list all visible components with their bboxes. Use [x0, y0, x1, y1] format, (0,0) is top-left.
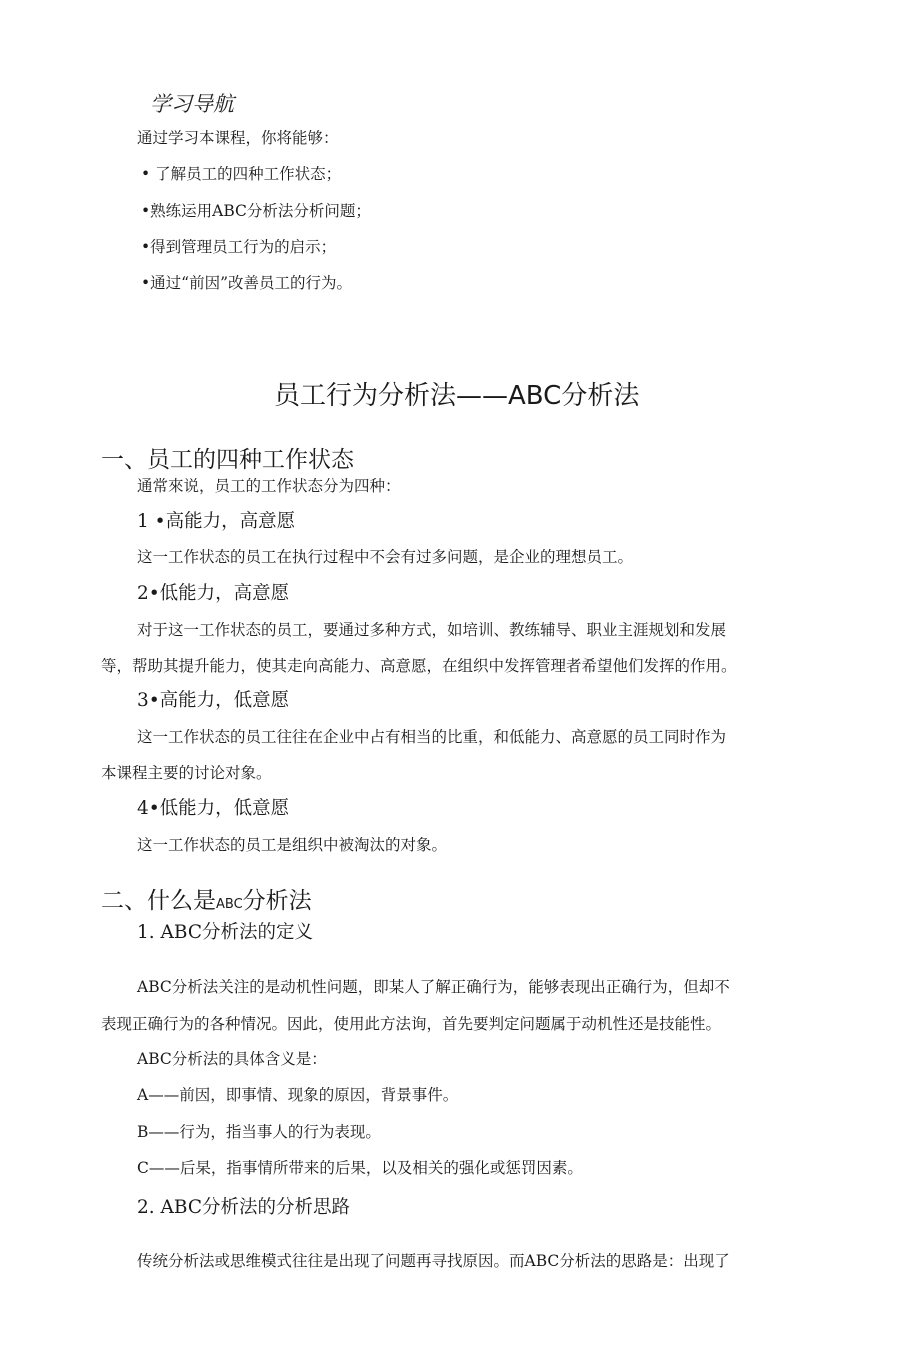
- state4-text: 这一工作状态的员工是组织中被淘汰的对象。: [137, 836, 448, 854]
- state2-text-line: 等，帮助其提升能力，使其走向高能力、高意愿，在组织中发挥管理者希望他们发挥的作用。: [101, 657, 737, 675]
- state4-title: 4•低能力，低意愿: [137, 798, 290, 819]
- state3-text-line: 本课程主要的讨论对象。: [101, 764, 272, 782]
- definition-line: 表现正确行为的各种情况。因此，使用此方法询，首先要判定问题属于动机性还是技能性。: [101, 1015, 722, 1033]
- state3-title: 3•高能力，低意愿: [137, 690, 290, 711]
- section2-heading-abc: ABC: [216, 897, 243, 912]
- subsection-definition: 1. ABC分析法的定义: [137, 922, 313, 943]
- state1-title: 1 •高能力，高意愿: [137, 511, 296, 532]
- section2-heading: [101, 882, 312, 915]
- nav-item: • 了解员工的四种工作状态；: [141, 165, 342, 183]
- definition-line: ABC分析法关注的是动机性问题，即某人了解正确行为，能够表现出正确行为，但却不: [137, 978, 730, 996]
- nav-item: •熟练运用ABC分析法分析问题；: [141, 202, 371, 220]
- nav-item: •得到管理员工行为的启示；: [141, 238, 337, 256]
- section1-intro: 通常來说，员工的工作状态分为四种：: [137, 477, 401, 495]
- state2-text-line: 对于这一工作状态的员工，要通过多种方式，如培训、教练辅导、职业主涯规划和发展: [137, 621, 727, 639]
- meaning-a: A——前因，即事情、现象的原因，背景事件。: [137, 1086, 459, 1104]
- approach-line: 传统分析法或思维模式往往是出现了问题再寻找原因。而ABC分析法的思路是：出现了: [137, 1252, 730, 1270]
- section2-heading-pre: 二、什么是: [101, 888, 216, 914]
- state3-text-line: 这一工作状态的员工往往在企业中占有相当的比重，和低能力、高意愿的员工同时作为: [137, 728, 727, 746]
- section2-heading-post: 分析法: [242, 888, 312, 914]
- page-title: 员工行为分析法——ABC分析法: [274, 381, 640, 411]
- meaning-intro: ABC分析法的具体含义是：: [137, 1050, 327, 1068]
- nav-title: 学习导航: [150, 92, 234, 116]
- state2-title: 2•低能力，高意愿: [137, 583, 290, 604]
- nav-intro: 通过学习本课程，你将能够：: [137, 129, 339, 147]
- subsection-approach: 2. ABC分析法的分析思路: [137, 1197, 350, 1218]
- meaning-c: C——后杲，指事情所带来的后果，以及相关的强化或惩罚因素。: [137, 1159, 583, 1177]
- nav-item: •通过“前因”改善员工的行为。: [141, 274, 352, 292]
- meaning-b: B——行为，指当事人的行为表现。: [137, 1123, 381, 1141]
- section1-heading: 一、员工的四种工作状态: [101, 447, 354, 473]
- state1-text: 这一工作状态的员工在执行过程中不会有过多问题，是企业的理想员工。: [137, 548, 634, 566]
